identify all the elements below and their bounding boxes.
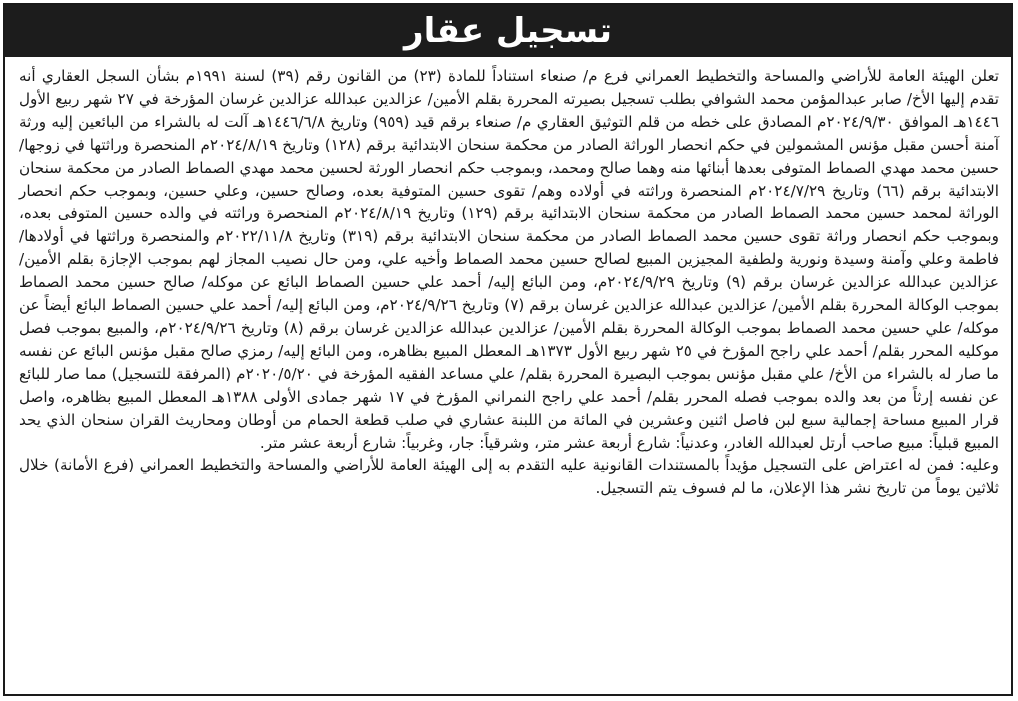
notice-title: تسجيل عقار (404, 11, 612, 51)
notice-closing-paragraph: وعليه: فمن له اعتراض على التسجيل مؤيداً بالمستندات القانونية عليه التقدم به إلى الهيئة العامة للأراضي والمساحة والتخطيط العمراني (فرع الأمانة) خلال ثلاثين يوماً من تاريخ نشر هذا الإعلان، ما لم فسوف يتم التسجيل. (19, 456, 999, 498)
notice-body-paragraph: تعلن الهيئة العامة للأراضي والمساحة والتخطيط العمراني فرع م/ صنعاء استناداً للمادة (٢٣) من القانون رقم (٣٩) لسنة ١٩٩١م بشأن السجل العقاري أنه تقدم إليها الأخ/ صابر عبدالمؤمن محمد الشوافي بطلب تسجيل بصيرته المحررة بقلم الأمين/ عزالدين عبدالله عزالدين غرسان المؤرخة في ٢٧ شهر ربيع الأول ١٤٤٦هـ الموافق ٢٠٢٤/٩/٣٠م المصادق على خطه من قلم التوثيق العقاري م/ صنعاء برقم قيد (٩٥٩) وتاريخ ١٤٤٦/٦/٨هـ آلت له بالشراء من البائعين إليه ورثة آمنة أحسن مقبل مؤنس المشمولين في حكم انحصار الوراثة الصادر من محكمة سنحان الابتدائية برقم (١٢٨) وتاريخ ٢٠٢٤/٨/١٩م المنحصرة وراثتها في زوجها/ حسين محمد مهدي الصماط المتوفى بعدها أبنائها منه وهما صالح ومحمد، وبموجب حكم انحصار الورثة لحسين محمد مهدي الصماط الصادر من محكمة سنحان الابتدائية برقم (٦٦) وتاريخ ٢٠٢٤/٧/٢٩م المنحصرة وراثته في أولاده وهم/ تقوى حسين المتوفية بعده، وصالح حسين، وعلي حسين، وبموجب حكم انحصار الوراثة لمحمد حسين محمد الصماط الصادر من محكمة سنحان الابتدائية برقم (١٢٩) وتاريخ ٢٠٢٤/٨/١٩م المنحصرة وراثته في والده حسين المتوفى بعده، وبموجب حكم انحصار وراثة تقوى حسين محمد الصماط الصادر من محكمة سنحان الابتدائية برقم (٣١٩) وتاريخ ٢٠٢٢/١١/٨م والمنحصرة وراثتها في أولادها/ فاطمة وعلي وآمنة وسيدة ونورية ولطفية المجيزين المبيع لصالح حسين محمد الصماط وأخيه علي، ومن حال نصيب المجاز لهم بموجب الإجازة بقلم الأمين/ عزالدين عبدالله عزالدين غرسان برقم (٩) وتاريخ ٢٠٢٤/٩/٢٩م، ومن البائع إليه/ أحمد علي حسين الصماط البائع عن موكله/ صالح حسين محمد الصماط بموجب الوكالة المحررة بقلم الأمين/ عزالدين عبدالله عزالدين غرسان برقم (٧) وتاريخ ٢٠٢٤/٩/٢٦م، ومن البائع إليه/ أحمد علي حسين الصماط البائع أيضاً عن موكله/ علي حسين محمد الصماط بموجب الوكالة المحررة بقلم الأمين/ عزالدين عبدالله عزالدين غرسان برقم (٨) وتاريخ ٢٠٢٤/٩/٢٦م، والمبيع بموجب فصل موكليه المحرر بقلم/ أحمد علي راجح المؤرخ في ٢٥ شهر ربيع الأول ١٣٧٣هـ المعطل المبيع بظاهره، ومن البائع إليه/ رمزي صالح مقبل مؤنس البائع عن نفسه ما صار له بالشراء من الأخ/ علي مقبل مؤنس بموجب البصيرة المحررة بقلم/ علي مساعد الفقيه المؤرخة في ٢٠٢٠/٥/٢٠م (المرفقة للتسجيل) مما صار للبائع عن نفسه إرثاً من بعد والده بموجب فصله المحرر بقلم/ أحمد علي راجح النمراني المؤرخ في ١٧ شهر جمادى الأولى ١٣٨٨هـ المعطل المبيع بظاهره، واصل قرار المبيع مساحة إجمالية سبع لبن فاصل اثنين وعشرين في المائة من اللبنة عشاري في صلب قطعة الحمام من أوطان ومحاريث القران سنحان الذي يحد المبيع قبلياً: مبيع صاحب أرتل لعبدالله الغادر، وعدنياً: شارع أربعة عشر متر، وشرقياً: جار، وغربياً: شارع أربعة عشر متر. (19, 67, 1000, 452)
notice-header (5, 5, 1011, 57)
property-registration-notice (3, 3, 1013, 696)
notice-body (5, 57, 1011, 500)
